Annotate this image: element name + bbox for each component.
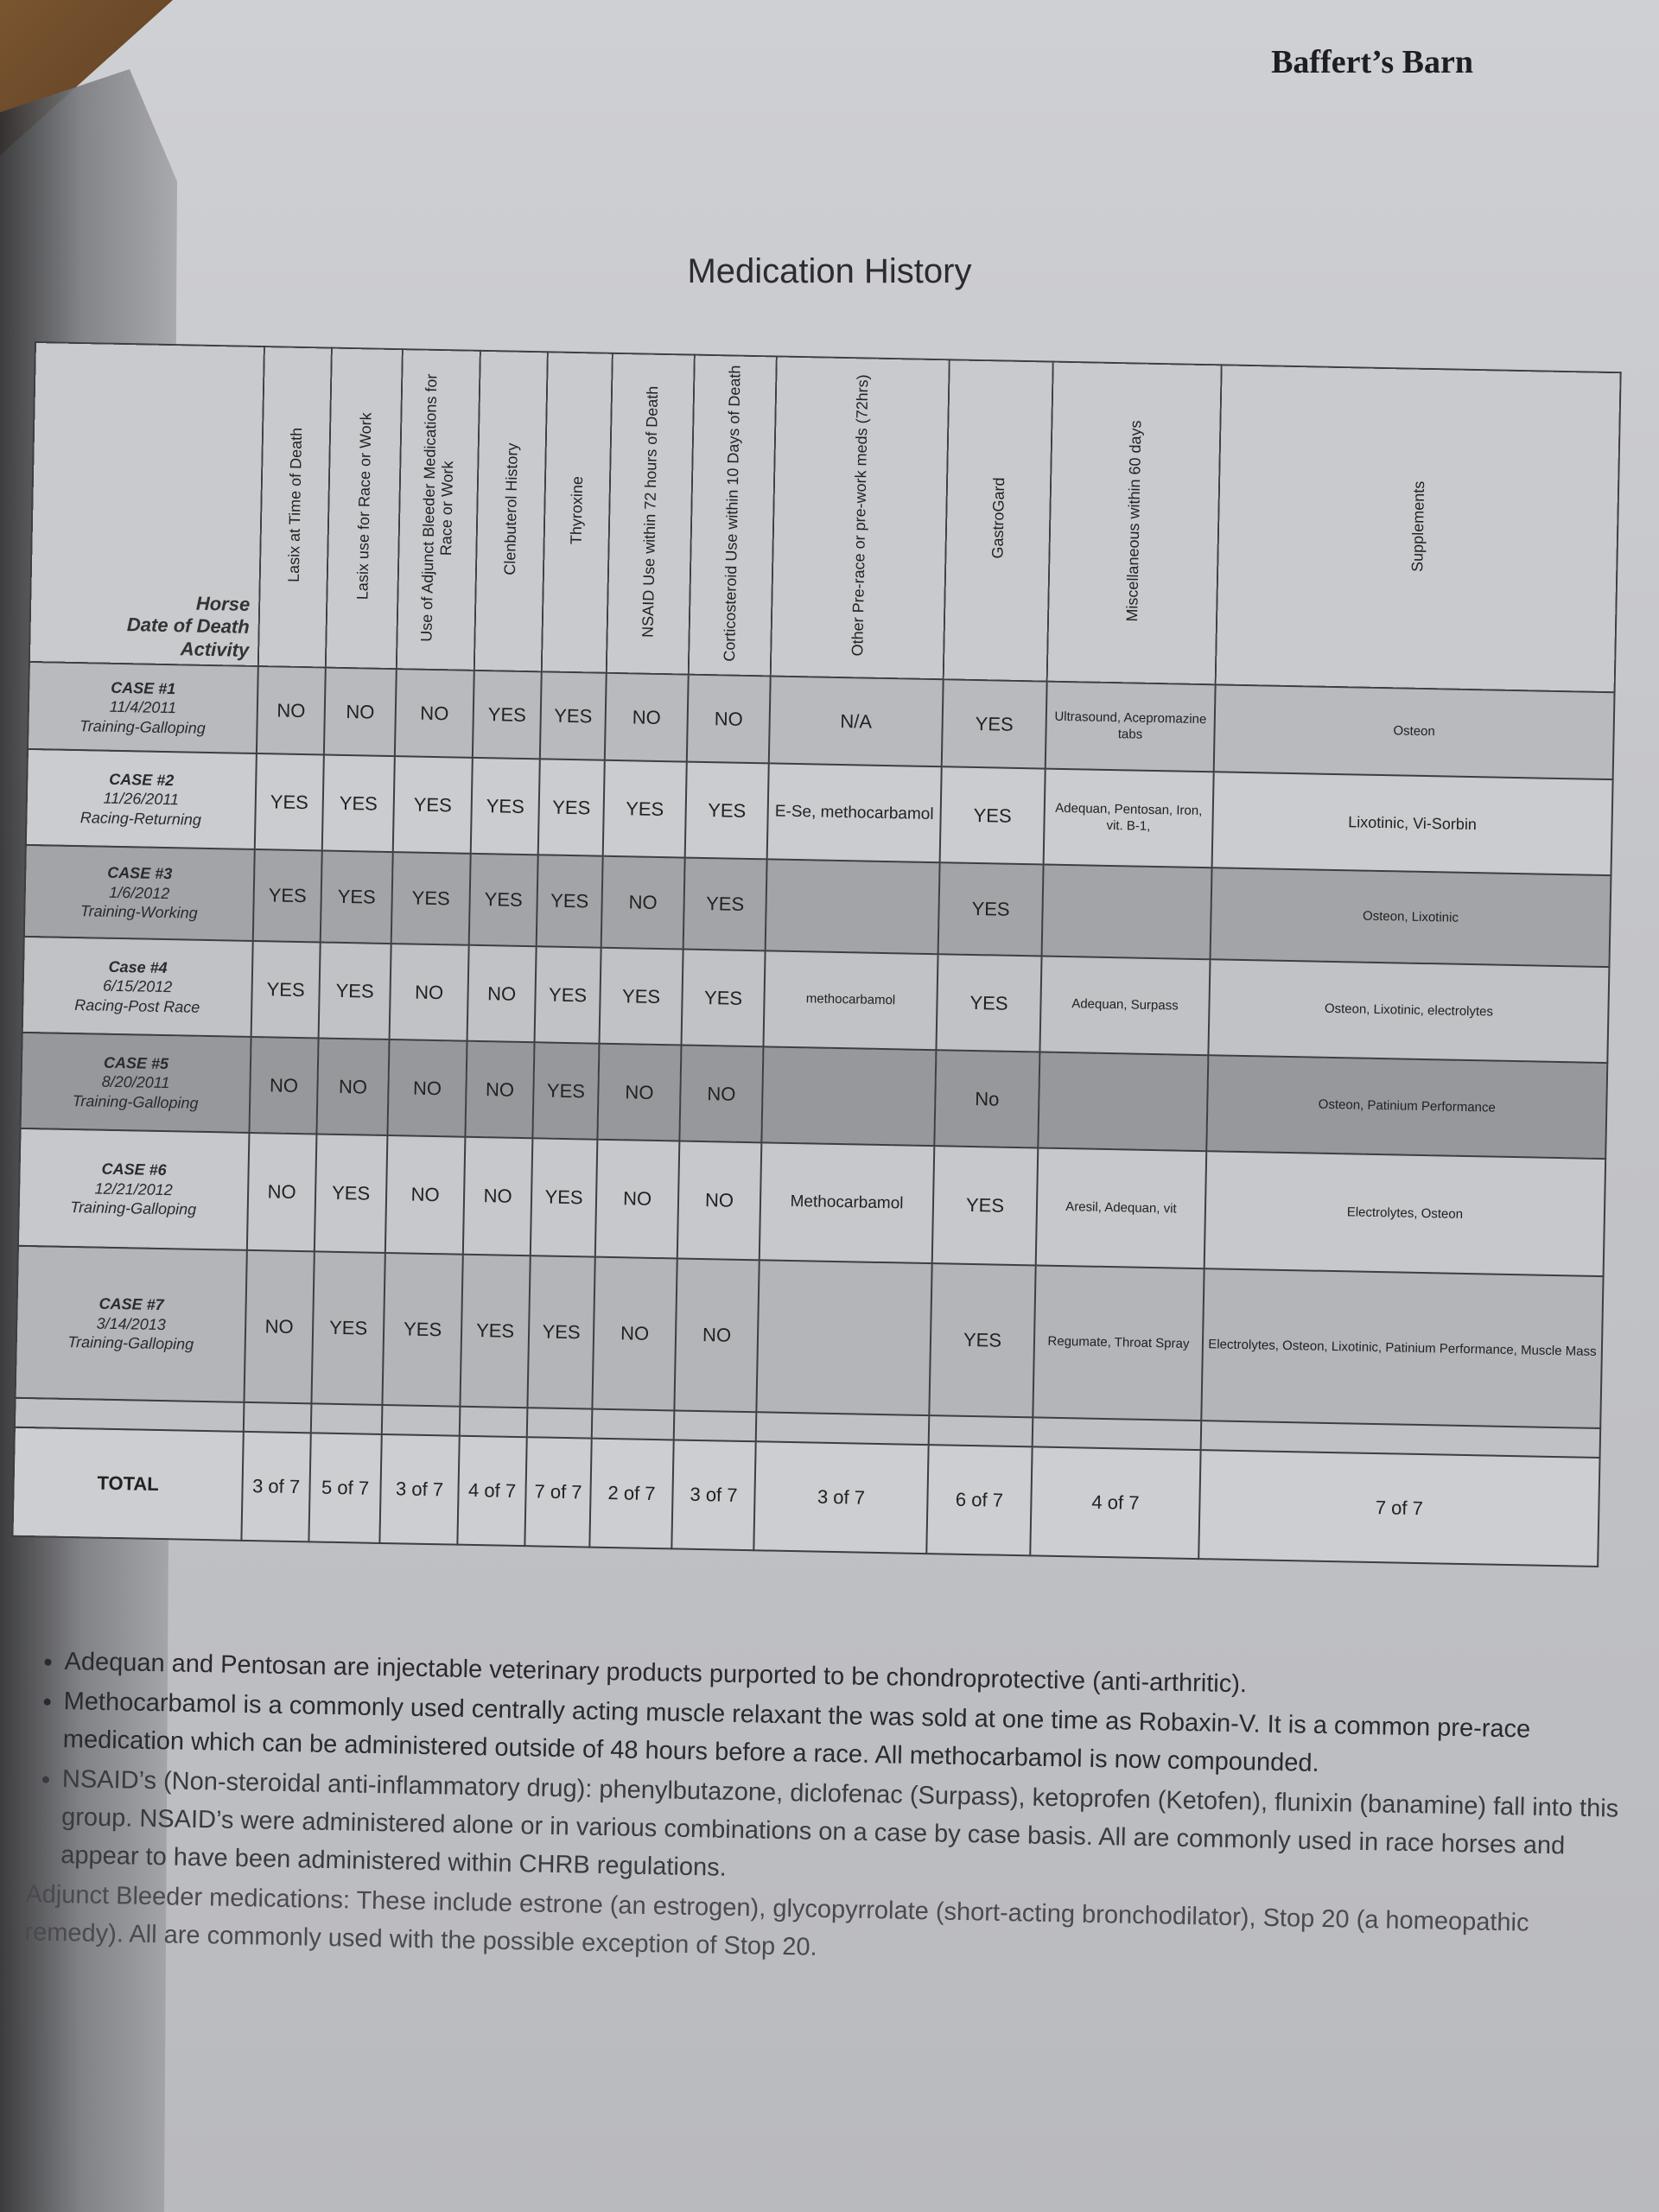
table-cell: YES	[471, 758, 540, 855]
table-cell: Osteon, Lixotinic	[1211, 868, 1611, 967]
column-header: GastroGard	[944, 359, 1053, 681]
column-header: Lasix at Time of Death	[258, 346, 332, 667]
table-cell: YES	[531, 1138, 598, 1256]
column-header: Clenbuterol History	[474, 351, 548, 671]
table-cell: Electrolytes, Osteon, Lixotinic, Patinium Performance, Muscle Mass	[1201, 1268, 1603, 1428]
table-cell: YES	[473, 671, 542, 759]
total-cell: 7 of 7	[1198, 1450, 1599, 1567]
table-cell: YES	[469, 854, 538, 946]
table-cell: NO	[677, 1141, 762, 1260]
table-cell: NO	[592, 1257, 677, 1411]
column-header: Miscellaneous within 60 days	[1047, 362, 1222, 685]
table-row	[16, 1246, 1604, 1428]
total-label: TOTAL	[12, 1427, 243, 1541]
table-cell: NO	[674, 1258, 759, 1412]
table-cell: YES	[685, 762, 769, 860]
corner-header	[29, 342, 264, 666]
running-header: Baffert’s Barn	[1271, 44, 1473, 80]
case-cell: CASE #1 11/4/2011 Training-Galloping	[28, 662, 258, 753]
table-cell: YES	[391, 852, 471, 945]
medication-table-wrapper	[11, 341, 1619, 1567]
table-cell: YES	[938, 862, 1044, 956]
page-title: Medication History	[687, 252, 972, 290]
table-cell: NO	[597, 1044, 681, 1141]
column-header: Other Pre-race or pre-work meds (72hrs)	[771, 356, 950, 679]
case-cell: CASE #6 12/21/2012 Training-Galloping	[18, 1128, 250, 1250]
table-cell: YES	[929, 1263, 1035, 1417]
table-cell: YES	[321, 850, 393, 944]
table-cell: YES	[683, 858, 767, 951]
table-cell: NO	[395, 669, 474, 758]
table-cell: YES	[253, 849, 322, 942]
table-cell: YES	[319, 942, 391, 1039]
table-cell: YES	[322, 755, 395, 853]
table-cell: YES	[600, 948, 683, 1046]
table-cell: Electrolytes, Osteon	[1205, 1151, 1606, 1276]
table-cell: YES	[540, 671, 607, 760]
table-cell: Osteon	[1214, 684, 1615, 779]
footnote-item: • Methocarbamol is a commonly used centrally acting muscle relaxant the was sold at one time as Robaxin-V. It is a common pre-race medication which can be administered outside of 48 hours before a race. All methocarbamol is now compounded.	[62, 1682, 1631, 1789]
total-cell: 6 of 7	[926, 1445, 1032, 1555]
table-cell	[756, 1260, 931, 1415]
total-cell: 2 of 7	[589, 1439, 673, 1549]
table-cell	[766, 859, 940, 954]
column-header: NSAID Use within 72 hours of Death	[607, 353, 695, 675]
footnote-list	[13, 1642, 1633, 1904]
table-cell: NO	[387, 1039, 467, 1137]
table-cell: NO	[601, 856, 685, 950]
case-cell: CASE #2 11/26/2011 Racing-Returning	[26, 749, 257, 849]
column-header: Lasix use for Race or Work	[326, 348, 403, 670]
table-cell: YES	[932, 1146, 1039, 1265]
table-cell: YES	[460, 1255, 530, 1408]
table-cell: Lixotinic, Vi-Sorbin	[1212, 772, 1613, 875]
table-cell: YES	[251, 941, 321, 1038]
total-cell: 3 of 7	[241, 1432, 310, 1541]
table-cell: YES	[942, 679, 1047, 768]
footnote-item: • Adequan and Pentosan are injectable veterinary products purported to be chondroprotective (anti-arthritic).	[64, 1643, 1633, 1711]
medication-table	[11, 341, 1621, 1567]
column-header: Corticosteroid Use within 10 Days of Death	[689, 355, 777, 677]
table-cell: YES	[527, 1255, 594, 1408]
table-cell: NO	[257, 666, 326, 754]
table-cell: YES	[538, 759, 605, 855]
corner-activity-label: Activity	[180, 637, 250, 661]
total-cell: 3 of 7	[753, 1441, 928, 1554]
table-cell: YES	[311, 1251, 385, 1405]
table-cell: NO	[244, 1250, 314, 1403]
table-cell: NO	[324, 668, 397, 757]
table-cell: NO	[463, 1137, 533, 1255]
total-cell: 4 of 7	[1030, 1446, 1200, 1559]
table-cell: YES	[936, 954, 1041, 1052]
table-cell: Adequan, Pentosan, Iron, vit. B-1,	[1044, 769, 1214, 868]
table-cell: N/A	[769, 676, 944, 766]
table-cell: YES	[535, 946, 601, 1043]
case-cell: CASE #3 1/6/2012 Training-Working	[24, 845, 255, 941]
column-header: Use of Adjunct Bleeder Medications for Race or Work	[397, 349, 480, 671]
table-cell: NO	[465, 1041, 534, 1138]
table-cell	[1038, 1052, 1208, 1151]
table-cell: Ultrasound, Acepromazine tabs	[1046, 682, 1216, 772]
table-cell: YES	[682, 950, 766, 1047]
table-cell: methocarbamol	[763, 950, 938, 1050]
footnote-item: • NSAID’s (Non-steroidal anti-inflammatory drug): phenylbutazone, diclofenac (Surpass), ketoprofen (Ketofen), flunixin (banamine) fall into this group. NSAID’s were administered alone or in various combinations on a case by case basis. All are commonly used in race horses and appear to have been administered within CHRB regulations.	[60, 1760, 1630, 1904]
total-cell: 3 of 7	[671, 1440, 755, 1550]
footnotes	[11, 1642, 1633, 1982]
table-cell: YES	[532, 1042, 599, 1139]
table-cell: NO	[249, 1037, 318, 1134]
column-header: Thyroxine	[542, 352, 613, 672]
table-cell: E-Se, methocarbamol	[767, 763, 942, 862]
table-cell: NO	[247, 1133, 317, 1251]
table-cell: NO	[687, 675, 771, 764]
total-cell: 4 of 7	[457, 1436, 526, 1546]
case-cell: Case #4 6/15/2012 Racing-Post Race	[22, 937, 253, 1037]
column-header: Supplements	[1216, 365, 1621, 692]
table-cell	[1042, 865, 1212, 960]
table-cell: Regumate, Throat Spray	[1033, 1265, 1204, 1421]
table-cell: YES	[603, 760, 687, 858]
table-cell: YES	[315, 1134, 388, 1253]
table-cell: NO	[385, 1135, 466, 1255]
adjunct-note: Adjunct Bleeder medications: These include estrone (an estrogen), glycopyrrolate (short-acting bronchodilator), Stop 20 (a homeopathic remedy). All are commonly used with the possible exception of Stop 20.	[24, 1880, 1529, 1961]
total-cell: 5 of 7	[308, 1433, 381, 1543]
table-cell: YES	[537, 855, 603, 947]
table-cell: NO	[605, 673, 689, 762]
table-cell: No	[934, 1050, 1039, 1147]
table-cell: YES	[393, 756, 473, 854]
corner-horse-label: Horse	[195, 592, 251, 615]
table-cell: Osteon, Patinium Performance	[1206, 1055, 1607, 1159]
table-cell: NO	[595, 1140, 680, 1259]
table-cell: YES	[382, 1253, 462, 1407]
total-cell: 3 of 7	[379, 1434, 459, 1545]
table-cell	[761, 1046, 936, 1146]
table-cell: NO	[316, 1038, 389, 1135]
table-cell: Aresil, Adequan, vit	[1036, 1147, 1207, 1268]
table-cell: YES	[940, 766, 1046, 864]
corner-date-label: Date of Death	[126, 613, 250, 639]
table-cell: Osteon, Lixotinic, electrolytes	[1208, 959, 1609, 1063]
table-cell: NO	[467, 945, 537, 1042]
table-cell: Methocarbamol	[760, 1142, 935, 1263]
table-cell: YES	[255, 753, 324, 850]
case-cell: CASE #7 3/14/2013 Training-Galloping	[16, 1246, 247, 1402]
table-cell: Adequan, Surpass	[1039, 957, 1210, 1056]
table-cell: NO	[679, 1046, 763, 1143]
case-cell: CASE #5 8/20/2011 Training-Galloping	[21, 1033, 251, 1133]
table-cell: NO	[390, 944, 469, 1041]
total-cell: 7 of 7	[524, 1437, 591, 1547]
